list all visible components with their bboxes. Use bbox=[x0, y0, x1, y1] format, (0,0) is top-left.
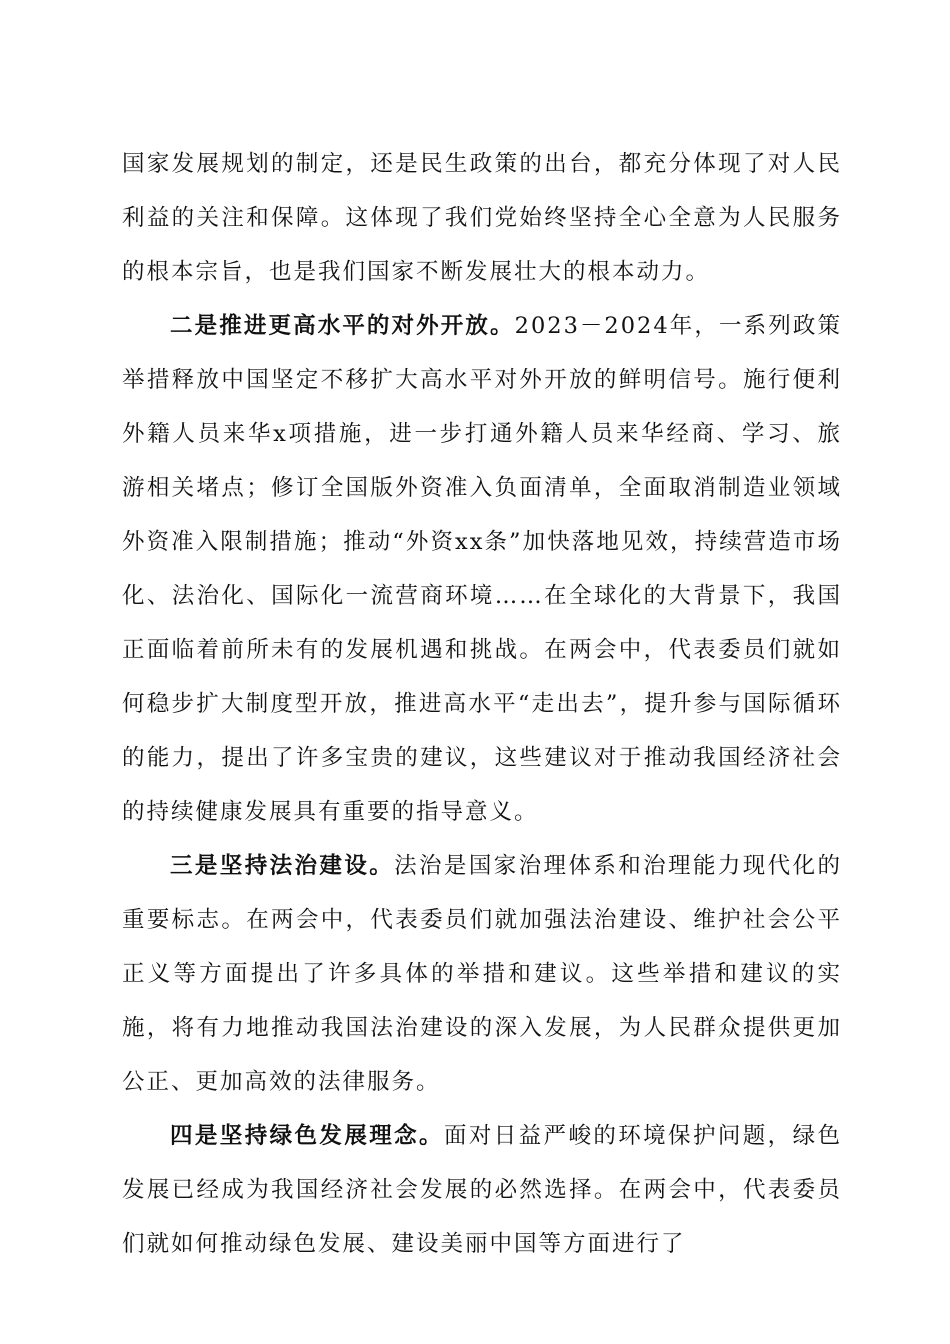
paragraph-text: 2023－2024年，一系列政策举措释放中国坚定不移扩大高水平对外开放的鲜明信号。施行便利外籍人员来华x项措施，进一步打通外籍人员来华经商、学习、旅游相关堵点；修订全国版外资准入负面清单，全面取消制造业领域外资准入限制措施；推动“外资xx条”加快落地见效，持续营造市场化、法治化、国际化一流营商环境……在全球化的大背景下，我国正面临着前所未有的发展机遇和挑战。在两会中，代表委员们就如何稳步扩大制度型开放，推进高水平“走出去”，提升参与国际循环的能力，提出了许多宝贵的建议，这些建议对于推动我国经济社会的持续健康发展具有重要的指导意义。 bbox=[122, 313, 842, 825]
paragraph-heading: 四是坚持绿色发展理念。 bbox=[170, 1123, 444, 1149]
paragraph-text: 法治是国家治理体系和治理能力现代化的重要标志。在两会中，代表委员们就加强法治建设、维护社会公平正义等方面提出了许多具体的举措和建议。这些举措和建议的实施，将有力地推动我国法治建设的深入发展，为人民群众提供更加公正、更加高效的法律服务。 bbox=[122, 853, 842, 1095]
paragraph-rule-of-law bbox=[122, 839, 842, 1109]
paragraph-text: 面对日益严峻的环境保护问题，绿色发展已经成为我国经济社会发展的必然选择。在两会中，代表委员们就如何推动绿色发展、建设美丽中国等方面进行了 bbox=[122, 1123, 842, 1257]
document-body bbox=[122, 137, 842, 1271]
paragraph-text: 国家发展规划的制定，还是民生政策的出台，都充分体现了对人民利益的关注和保障。这体现了我们党始终坚持全心全意为人民服务的根本宗旨，也是我们国家不断发展壮大的根本动力。 bbox=[122, 151, 842, 285]
paragraph-continuation bbox=[122, 137, 842, 299]
paragraph-heading: 三是坚持法治建设。 bbox=[170, 853, 395, 879]
paragraph-opening-up bbox=[122, 299, 842, 839]
paragraph-green-development bbox=[122, 1109, 842, 1271]
paragraph-heading: 二是推进更高水平的对外开放。 bbox=[170, 313, 515, 339]
